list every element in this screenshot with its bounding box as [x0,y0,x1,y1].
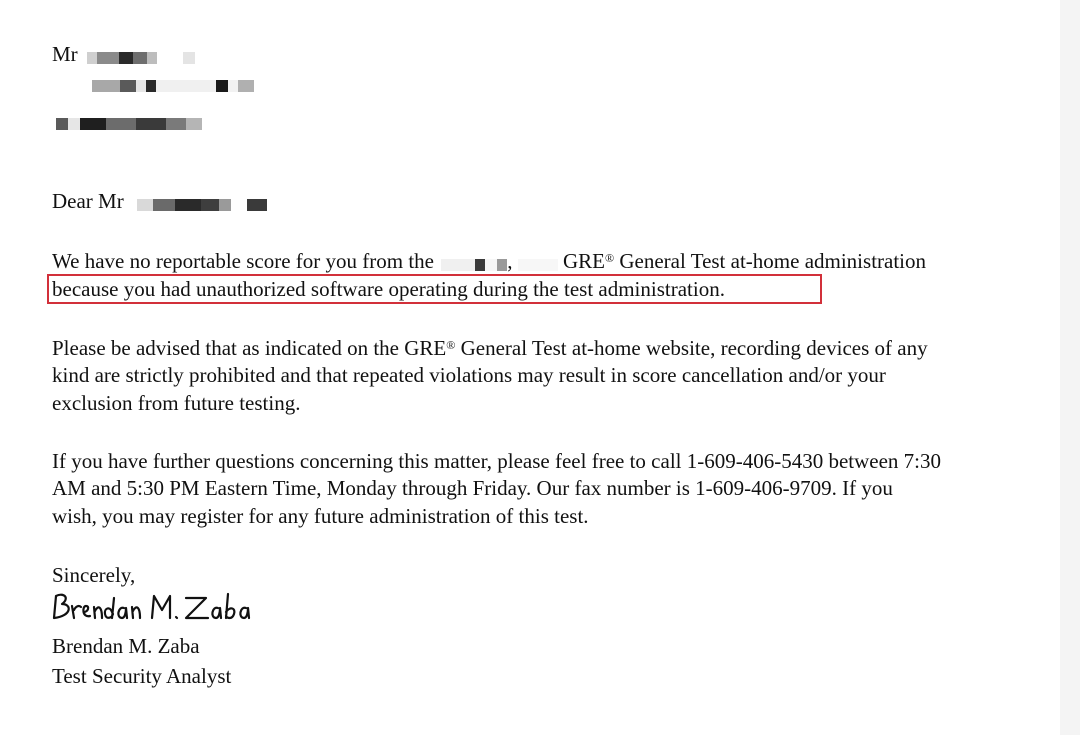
redacted-test-year [518,251,558,275]
greeting-line [52,189,267,215]
paragraph-1-line-1 [52,249,926,275]
paragraph-2-line-3: exclusion from future testing. [52,391,301,415]
handwritten-signature [52,590,252,626]
p1-gre-text: GRE [563,249,605,273]
redacted-address-2 [56,110,202,134]
p1-start-text: We have no reportable score for you from the [52,249,434,273]
paragraph-3-line-2: AM and 5:30 PM Eastern Time, Monday through Friday. Our fax number is 1-609-406-9709. If you [52,476,893,500]
p2-registered-mark: ® [446,338,456,352]
redacted-address-1 [92,72,254,96]
signer-title: Test Security Analyst [52,664,232,688]
closing-text: Sincerely, [52,563,136,587]
p1-comma: , [507,249,513,273]
paragraph-3-line-1: If you have further questions concerning this matter, please feel free to call 1-609-406-5430 between 7:30 [52,449,942,473]
page-edge-shadow [1060,0,1080,735]
greeting-text: Dear Mr [52,189,124,213]
p1-registered-mark: ® [605,251,615,265]
redacted-test-date [441,251,507,275]
paragraph-1-line-2: because you had unauthorized software operating during the test administration. [52,277,725,301]
recipient-salutation: Mr [52,42,78,66]
p1-end-text: General Test at-home administration [619,249,927,273]
address-line-2 [52,70,254,96]
redacted-greeting-name [137,191,267,215]
paragraph-3-line-3: wish, you may register for any future administration of this test. [52,504,589,528]
redacted-name [87,44,195,68]
highlight-box [47,274,822,304]
p2-end-text: General Test at-home website, recording devices of any [460,336,928,360]
address-line-3 [52,108,202,134]
signer-name: Brendan M. Zaba [52,634,200,658]
address-line-1 [52,42,195,68]
p2-start-text: Please be advised that as indicated on the GRE [52,336,447,360]
paragraph-2-line-2: kind are strictly prohibited and that repeated violations may result in score cancellation and/or your [52,363,886,387]
paragraph-2-line-1 [52,336,928,360]
